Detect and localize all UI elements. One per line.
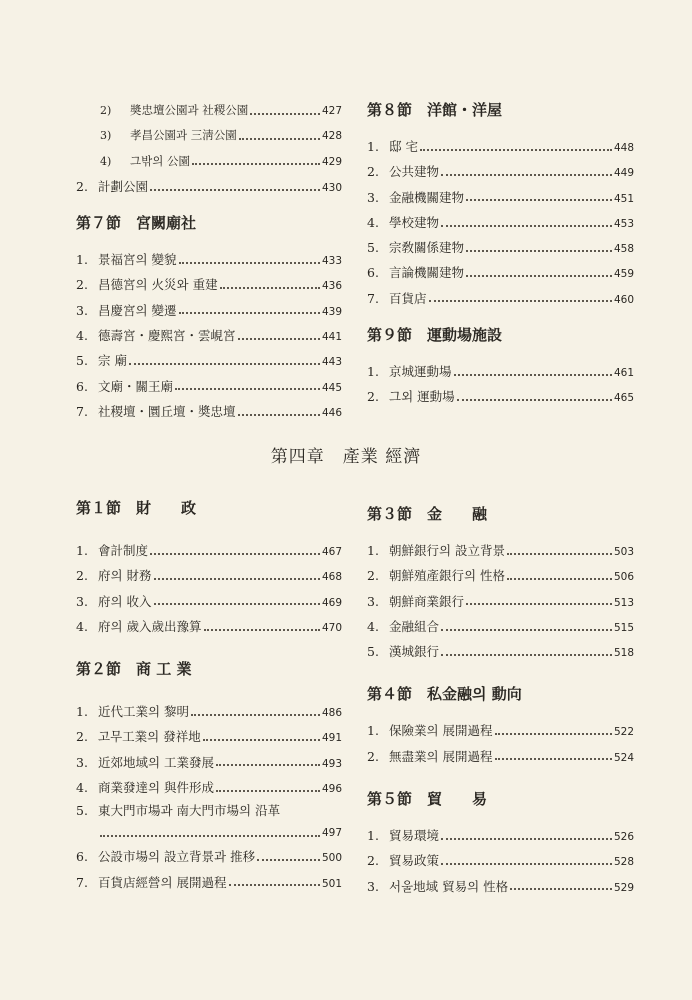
- entry-title: 公設市場의 設立背景과 推移: [98, 849, 256, 865]
- dot-leader: [179, 312, 320, 314]
- entry-page: 427: [321, 105, 342, 117]
- entry-number: 2.: [367, 568, 379, 584]
- entry-page: 430: [321, 181, 342, 194]
- toc-entry: [76, 323, 342, 348]
- entry-page: 448: [613, 142, 634, 154]
- entry-title: 公共建物: [389, 164, 440, 180]
- toc-entry: [367, 384, 634, 409]
- toc-entry: [76, 538, 342, 563]
- dot-leader: [441, 225, 612, 227]
- dot-leader: [466, 250, 612, 252]
- entry-number: 7.: [76, 403, 88, 419]
- entry-title: 府의 財務: [98, 568, 152, 584]
- entry-page: 497: [321, 827, 342, 840]
- entry-page: 439: [321, 305, 342, 318]
- toc-entry: [76, 800, 342, 844]
- entry-number: 4.: [76, 328, 88, 344]
- section-entries: [76, 538, 342, 639]
- dot-leader: [466, 199, 612, 201]
- toc-entry: [76, 724, 342, 749]
- entry-title: 百貨店: [389, 290, 427, 306]
- dot-leader: [220, 287, 320, 289]
- entry-number: 1.: [367, 139, 379, 154]
- entry-number: 3.: [367, 593, 379, 609]
- dot-leader: [204, 629, 320, 631]
- dot-leader: [466, 603, 612, 605]
- entry-number: 5.: [76, 353, 88, 369]
- entry-number: 6.: [76, 849, 88, 865]
- toc-entry: [367, 563, 634, 588]
- entry-number: 1.: [76, 704, 88, 720]
- entry-title: 府의 收入: [98, 593, 152, 609]
- entry-title: 德壽宮・慶熙宮・雲峴宮: [98, 328, 236, 344]
- entry-title: 고무工業의 發祥地: [98, 729, 201, 745]
- dot-leader: [507, 553, 612, 555]
- entry-title: 漢城銀行: [389, 644, 440, 660]
- entry-page: 451: [613, 192, 634, 205]
- entry-page: 469: [321, 596, 342, 609]
- entry-title: 昌德宮의 火災와 重建: [98, 277, 218, 293]
- entry-number: 3.: [367, 878, 379, 894]
- dot-leader: [216, 764, 320, 766]
- entry-number: 4.: [367, 618, 379, 634]
- entry-title: 邸 宅: [389, 139, 418, 154]
- dot-leader: [441, 863, 612, 865]
- toc-entry: [367, 614, 634, 639]
- chapter-title: 第四章 產業 經濟: [270, 447, 422, 467]
- dot-leader: [257, 859, 320, 861]
- entry-number: 4.: [76, 618, 88, 634]
- toc-entry: [76, 399, 342, 424]
- entry-title: 學校建物: [389, 214, 440, 230]
- toc-entry: [367, 848, 634, 873]
- toc-entry: [367, 823, 634, 848]
- toc-entry: [76, 149, 342, 174]
- dot-leader: [216, 790, 320, 792]
- entry-page: 486: [321, 707, 342, 720]
- entry-title: 景福宮의 變貌: [98, 252, 177, 268]
- entry-title: 保險業의 展開過程: [389, 723, 493, 739]
- entry-page: 458: [613, 243, 634, 256]
- dot-leader: [441, 174, 612, 176]
- toc-entry: [76, 844, 342, 869]
- dot-leader: [495, 758, 612, 760]
- entry-page: 453: [613, 217, 634, 230]
- entry-page: 468: [321, 571, 342, 584]
- toc-entry: [76, 699, 342, 724]
- entry-title: 言論機關建物: [389, 265, 465, 281]
- entry-page: 470: [321, 621, 342, 634]
- toc-entry: [367, 260, 634, 285]
- dot-leader: [457, 399, 612, 401]
- entry-title: 宗敎關係建物: [389, 240, 465, 256]
- dot-leader: [510, 888, 612, 890]
- entry-page: 491: [321, 732, 342, 745]
- entry-page: 500: [321, 852, 342, 865]
- dot-leader: [191, 714, 320, 716]
- section-heading: 第７節 宮闕廟社: [76, 214, 197, 233]
- entry-title: 朝鮮殖產銀行의 性格: [389, 568, 506, 584]
- entry-number: 2.: [76, 729, 88, 745]
- toc-entry: [367, 744, 634, 769]
- entry-page: 467: [321, 546, 342, 558]
- toc-entry: [367, 235, 634, 260]
- entry-page: 515: [613, 621, 634, 634]
- section-entries: [367, 359, 634, 410]
- entry-page: 493: [321, 757, 342, 770]
- toc-entry: [76, 123, 342, 148]
- section-heading: 第５節 貿 易: [367, 790, 488, 809]
- entry-title: 朝鮮銀行의 設立背景: [389, 543, 506, 558]
- entry-title: 그밖의 公園: [130, 153, 190, 168]
- entry-number: 2.: [367, 164, 379, 180]
- entry-page: 433: [321, 255, 342, 268]
- toc-entry: [76, 174, 342, 199]
- section-heading: 第３節 金 融: [367, 505, 488, 523]
- entry-number: 7.: [76, 874, 88, 890]
- entry-title: 府의 歲入歲出豫算: [98, 618, 202, 634]
- toc-entry: [76, 563, 342, 588]
- entry-page: 524: [613, 751, 634, 764]
- entry-page: 529: [613, 881, 634, 894]
- dot-leader: [150, 553, 320, 555]
- toc-entry: [76, 298, 342, 323]
- dot-leader: [420, 149, 612, 151]
- entry-page: 503: [613, 546, 634, 558]
- entry-number: 3.: [76, 754, 88, 770]
- entry-page: 449: [613, 167, 634, 180]
- section-entries: [367, 134, 634, 311]
- entry-title: 서울地域 貿易의 性格: [389, 878, 509, 894]
- entry-page: 506: [613, 571, 634, 584]
- entry-number: 4): [100, 154, 112, 168]
- entry-title: 金融組合: [389, 618, 440, 634]
- entry-number: 3.: [76, 593, 88, 609]
- dot-leader: [441, 838, 612, 840]
- entry-number: 1.: [367, 543, 379, 558]
- toc-entry: [76, 775, 342, 800]
- dot-leader: [507, 578, 612, 580]
- entry-page: 522: [613, 726, 634, 739]
- toc-entry: [76, 374, 342, 399]
- toc-entry: [76, 272, 342, 297]
- dot-leader: [203, 739, 320, 741]
- section-heading: 第２節 商 工 業: [76, 660, 192, 679]
- dot-leader: [454, 374, 612, 376]
- toc-entry: [367, 359, 634, 384]
- toc-entry: [367, 538, 634, 563]
- entry-number: 1.: [76, 543, 88, 558]
- entry-title: 貿易政策: [389, 853, 440, 869]
- toc-entry: [367, 639, 634, 664]
- entry-number: 3.: [367, 189, 379, 205]
- entry-title: 金融機關建物: [389, 189, 465, 205]
- entry-title: 百貨店經營의 展開過程: [98, 874, 227, 890]
- entry-number: 6.: [76, 378, 88, 394]
- entry-number: 5.: [76, 803, 88, 819]
- top-right-column: [367, 98, 634, 410]
- entry-title: 東大門市場과 南大門市場의 沿革: [98, 803, 281, 819]
- entry-title: 昌慶宮의 變遷: [98, 302, 177, 318]
- toc-entry: [367, 185, 634, 210]
- entry-page: 513: [613, 596, 634, 609]
- bottom-left-column: [76, 496, 342, 895]
- section-heading: 第８節 洋館・洋屋: [367, 101, 503, 119]
- entry-number: 2.: [76, 277, 88, 293]
- entry-number: 2.: [367, 748, 379, 764]
- entry-number: 7.: [367, 290, 379, 306]
- entry-page: 528: [613, 856, 634, 869]
- entry-number: 2.: [367, 853, 379, 869]
- section-heading: 第４節 私金融의 動向: [367, 685, 522, 704]
- entry-title: 近郊地域의 工業發展: [98, 754, 215, 770]
- entry-title: 宗 廟: [98, 353, 127, 369]
- entry-number: 2.: [367, 389, 379, 405]
- dot-leader: [441, 629, 612, 631]
- entry-title: 京城運動場: [389, 364, 452, 380]
- entry-page: 460: [613, 293, 634, 306]
- entry-number: 3.: [76, 302, 88, 318]
- entry-page: 443: [321, 356, 342, 369]
- entry-number: 4.: [76, 780, 88, 796]
- entry-number: 5.: [367, 240, 379, 256]
- entry-page: 428: [321, 130, 342, 143]
- top-left-column: [76, 98, 342, 424]
- toc-entry: [76, 348, 342, 373]
- entry-page: 496: [321, 783, 342, 796]
- entry-number: 4.: [367, 214, 379, 230]
- dot-leader: [175, 388, 320, 390]
- entry-title: 文廟・關王廟: [98, 378, 174, 394]
- entry-number: 2.: [76, 568, 88, 584]
- dot-leader: [238, 414, 320, 416]
- entry-page: 446: [321, 406, 342, 419]
- toc-entry: [367, 589, 634, 614]
- entry-page: 461: [613, 367, 634, 380]
- toc-entry: [76, 614, 342, 639]
- entry-number: 2.: [76, 178, 88, 194]
- dot-leader: [150, 189, 320, 191]
- entry-page: 465: [613, 392, 634, 405]
- section-entries: [367, 538, 634, 664]
- section-entries: [367, 718, 634, 769]
- dot-leader: [154, 578, 320, 580]
- entry-number: 1.: [367, 828, 379, 844]
- toc-entry: [76, 870, 342, 895]
- dot-leader: [250, 113, 320, 115]
- toc-entry: [76, 98, 342, 123]
- entry-page: 501: [321, 877, 342, 890]
- dot-leader: [192, 163, 320, 165]
- entry-page: 429: [321, 155, 342, 168]
- entry-number: 1.: [76, 252, 88, 268]
- entry-number: 5.: [367, 644, 379, 660]
- entry-page: 441: [321, 331, 342, 344]
- section-entries: [76, 844, 342, 895]
- entry-page: 445: [321, 381, 342, 394]
- dot-leader: [466, 275, 612, 277]
- entry-title: 會計制度: [98, 543, 149, 558]
- entry-title: 그외 運動場: [389, 389, 455, 405]
- entry-page: 459: [613, 268, 634, 281]
- toc-entry: [367, 134, 634, 159]
- entry-title: 朝鮮商業銀行: [389, 593, 465, 609]
- dot-leader: [229, 884, 320, 886]
- entry-number: 1.: [367, 723, 379, 739]
- toc-entry: [367, 286, 634, 311]
- toc-entry: [76, 750, 342, 775]
- section-heading: 第９節 運動場施設: [367, 326, 503, 345]
- toc-entry: [76, 589, 342, 614]
- entry-title: 貿易環境: [389, 828, 440, 844]
- dot-leader: [495, 733, 612, 735]
- toc-entry: [367, 718, 634, 743]
- entry-page: 518: [613, 647, 634, 660]
- entry-page: 526: [613, 831, 634, 844]
- dot-leader: [238, 338, 320, 340]
- entry-number: 6.: [367, 265, 379, 281]
- toc-entry: [367, 210, 634, 235]
- dot-leader: [239, 138, 320, 140]
- entry-page: 436: [321, 280, 342, 293]
- entry-title: 奬忠壇公園과 社稷公園: [130, 103, 249, 117]
- dot-leader: [429, 300, 612, 302]
- section-entries: [76, 699, 342, 800]
- dot-leader: [129, 363, 320, 365]
- toc-entry: [367, 874, 634, 899]
- entry-title: 社稷壇・圜丘壇・奬忠壇: [98, 403, 236, 419]
- toc-entry: [76, 247, 342, 272]
- entry-number: 1.: [367, 364, 379, 380]
- entry-title: 孝昌公園과 三淸公園: [130, 128, 237, 143]
- toc-entry: [367, 159, 634, 184]
- section-entries: [367, 823, 634, 899]
- entry-title: 商業發達의 與件形成: [98, 780, 215, 796]
- entry-title: 計劃公園: [98, 178, 149, 194]
- bottom-right-column: [367, 496, 634, 899]
- dot-leader: [179, 262, 320, 264]
- entry-title: 近代工業의 黎明: [98, 704, 190, 720]
- dot-leader: [100, 835, 320, 837]
- entry-title: 無盡業의 展開過程: [389, 748, 493, 764]
- section-entries: [76, 247, 342, 424]
- dot-leader: [154, 603, 320, 605]
- section-heading: 第１節 財 政: [76, 499, 197, 517]
- dot-leader: [441, 654, 612, 656]
- entry-number: 3): [100, 129, 112, 143]
- entry-number: 2): [100, 104, 112, 117]
